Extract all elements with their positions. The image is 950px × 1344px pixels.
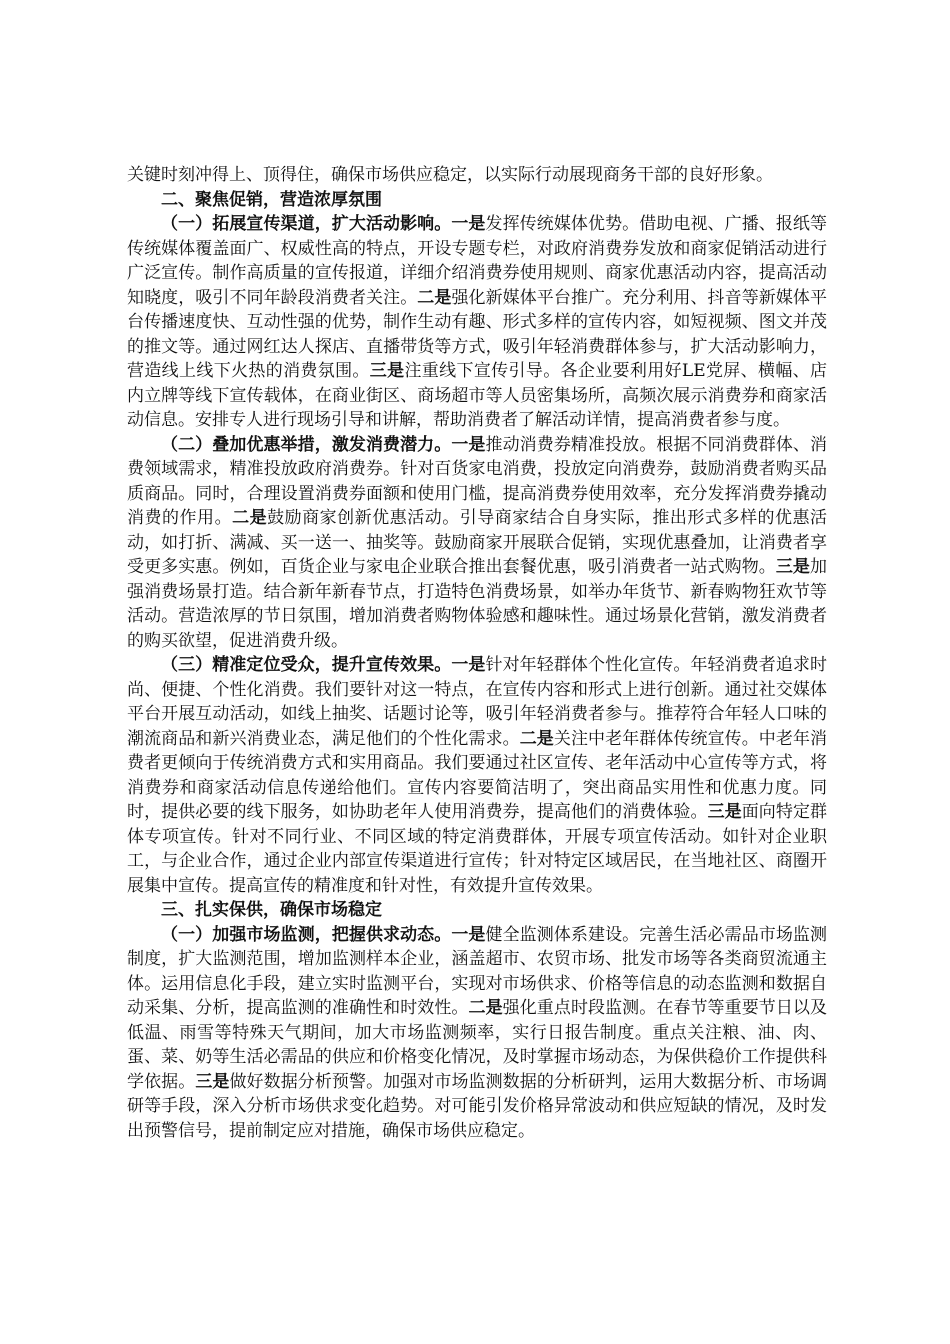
paragraph-market-monitoring (127, 923, 827, 1144)
keyword-first: 一是 (451, 924, 486, 945)
keyword-third: 三是 (775, 557, 811, 577)
paragraph-text: 发挥传统媒体优势。借助电视、广播、报纸等传统媒体覆盖面广、权威性高的特点，开设专题专栏，对政府消费券发放和商家促销活动进行广泛宣传。制作高质量的宣传报道，详细介绍消费券使用规则、商家优惠活动内容，提高活动知晓度，吸引不同年龄段消费者关注。 (127, 214, 828, 308)
paragraph-text: 面向特定群体专项宣传。针对不同行业、不同区域的特定消费群体，开展专项宣传活动。如针对企业职工，与企业合作，通过企业内部宣传渠道进行宣传；针对特定区域居民，在当地社区、商圈开展集中宣传。提高宣传的精准度和针对性，有效提升宣传效果。 (127, 802, 828, 896)
keyword-second: 二是 (417, 287, 452, 308)
subheading-lead: （二）叠加优惠举措，激发消费潜力。 (161, 434, 452, 455)
document-page (127, 163, 827, 1143)
section-heading-2: 二、聚焦促销，营造浓厚氛围 (161, 189, 382, 210)
paragraph-text: 推动消费券精准投放。根据不同消费群体、消费领域需求，精准投放政府消费券。针对百货家电消费，投放定向消费券，鼓励消费者购买品质商品。同时，合理设置消费券面额和使用门槛，提高消费券使用效率，充分发挥消费券撬动消费的作用。 (127, 434, 828, 528)
subheading-lead: （一）加强市场监测，把握供求动态。 (161, 924, 452, 945)
paragraph-text: 关键时刻冲得上、顶得住，确保市场供应稳定，以实际行动展现商务干部的良好形象。 (127, 165, 773, 185)
paragraph-text: 鼓励商家创新优惠活动。引导商家结合自身实际，推出形式多样的优惠活动，如打折、满减、买一送一、抽奖等。鼓励商家开展联合促销，实现优惠叠加，让消费者享受更多实惠。例如，百货企业与家电企业联合推出套餐优惠，吸引消费者一站式购物。 (127, 508, 828, 577)
paragraph-continuation (127, 163, 827, 188)
keyword-third: 三是 (195, 1071, 230, 1092)
paragraph-text: 注重线下宣传引导。各企业要利用好LE党屏、横幅、店内立牌等线下宣传载体，在商业街区、商场超市等人员密集场所，高频次展示消费券和商家活动信息。安排专人进行现场引导和讲解，帮助消费者了解活动详情，提高消费者参与度。 (127, 361, 828, 430)
paragraph-text: 做好数据分析预警。加强对市场监测数据的分析研判，运用大数据分析、市场调研等手段，深入分析市场供求变化趋势。对可能引发价格异常波动和供应短缺的情况，及时发出预警信号，提前制定应对措施，确保市场供应稳定。 (127, 1071, 828, 1141)
keyword-second: 二是 (519, 728, 554, 749)
paragraph-text: 关注中老年群体传统宣传。中老年消费者更倾向于传统消费方式和实用商品。我们要通过社区宣传、老年活动中心宣传等方式，将消费券和商家活动信息传递给他们。宣传内容要简洁明了，突出商品实用性和优惠力度。同时，提供必要的线下服务，如协助老年人使用消费券，提高他们的消费体验。 (127, 728, 828, 822)
keyword-first: 一是 (451, 655, 486, 675)
paragraph-audience-targeting (127, 653, 827, 898)
subheading-lead: （三）精准定位受众，提升宣传效果。 (161, 655, 452, 675)
keyword-first: 一是 (451, 434, 486, 455)
paragraph-promotion-channels (127, 212, 827, 433)
keyword-third: 三是 (707, 802, 742, 822)
paragraph-text: 强化重点时段监测。在春节等重要节日以及低温、雨雪等特殊天气期间，加大市场监测频率，实行日报告制度。重点关注粮、油、肉、蛋、菜、奶等生活必需品的供应和价格变化情况，及时掌握市场动态，为保供稳价工作提供科学依据。 (127, 998, 828, 1092)
paragraph-text: 强化新媒体平台推广。充分利用、抖音等新媒体平台传播速度快、互动性强的优势，制作生动有趣、形式多样的宣传内容，如短视频、图文并茂的推文等。通过网红达人探店、直播带货等方式，吸引年轻消费群体参与，扩大活动影响力，营造线上线下火热的消费氛围。 (127, 287, 828, 381)
keyword-second: 二是 (468, 998, 503, 1018)
keyword-second: 二是 (232, 508, 268, 528)
section-heading-3: 三、扎实保供，确保市场稳定 (161, 900, 382, 920)
paragraph-discount-measures (127, 433, 827, 654)
paragraph-text: 加强消费场景打造。结合新年新春节点，打造特色消费场景，如举办年货节、新春购物狂欢节等活动。营造浓厚的节日氛围，增加消费者购物体验感和趣味性。通过场景化营销，激发消费者的购买欲望，促进消费升级。 (127, 557, 828, 651)
paragraph-text: 针对年轻群体个性化宣传。年轻消费者追求时尚、便捷、个性化消费。我们要针对这一特点，在宣传内容和形式上进行创新。通过社交媒体平台开展互动活动，如线上抽奖、话题讨论等，吸引年轻消费者参与。推荐符合年轻人口味的潮流商品和新兴消费业态，满足他们的个性化需求。 (127, 655, 828, 749)
subheading-lead: （一）拓展宣传渠道，扩大活动影响。 (161, 214, 452, 234)
keyword-first: 一是 (451, 214, 486, 234)
keyword-third: 三是 (369, 361, 405, 381)
paragraph-text: 健全监测体系建设。完善生活必需品市场监测制度，扩大监测范围，增加监测样本企业，涵盖超市、农贸市场、批发市场等各类商贸流通主体。运用信息化手段，建立实时监测平台，实现对市场供求、价格等信息的动态监测和数据自动采集、分析，提高监测的准确性和时效性。 (127, 924, 828, 1018)
